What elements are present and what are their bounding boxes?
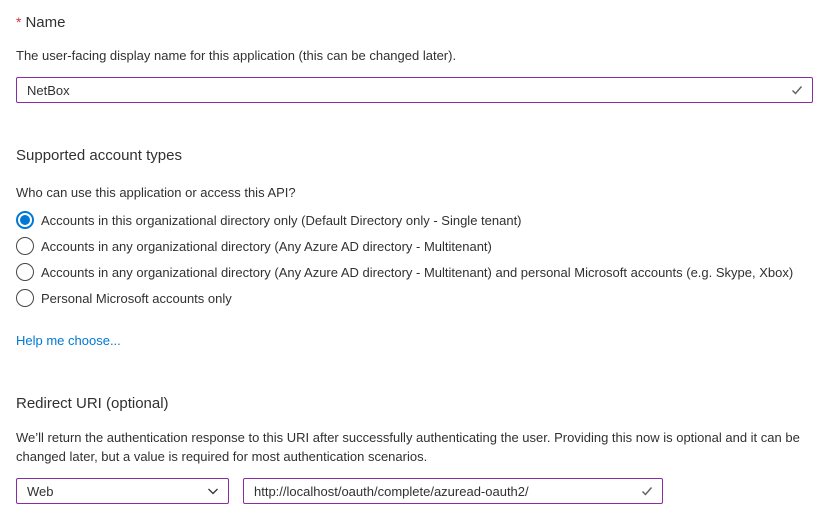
required-asterisk: *: [16, 14, 22, 30]
radio-icon: [16, 211, 34, 229]
redirect-uri-description: We’ll return the authentication response to this URI after successfully authenticating the user. Providing this now is optional and it can be changed later, but a value is required for most authentication scenarios.: [16, 430, 800, 464]
name-input[interactable]: [16, 77, 813, 103]
checkmark-icon: [790, 83, 804, 97]
redirect-uri-title: Redirect URI (optional): [16, 395, 169, 412]
help-me-choose-link[interactable]: Help me choose...: [16, 333, 121, 348]
account-type-option-label: Accounts in any organizational directory (Any Azure AD directory - Multitenant) and personal Microsoft accounts (e.g. Skype, Xbox): [41, 264, 794, 280]
name-section-title: [16, 12, 813, 33]
account-type-option[interactable]: [16, 211, 813, 229]
name-description: The user-facing display name for this application (this can be changed later).: [16, 48, 457, 63]
radio-icon: [16, 263, 34, 281]
account-type-option-label: Accounts in this organizational directory only (Default Directory only - Single tenant): [41, 212, 522, 228]
name-title-text: Name: [25, 14, 66, 31]
account-type-option[interactable]: [16, 289, 813, 307]
radio-icon: [16, 289, 34, 307]
chevron-down-icon: [206, 484, 220, 498]
account-type-options: [16, 211, 813, 307]
radio-icon: [16, 237, 34, 255]
account-types-title: Supported account types: [16, 147, 182, 164]
account-types-question: Who can use this application or access this API?: [16, 185, 296, 200]
account-type-option[interactable]: [16, 237, 813, 255]
account-type-option-label: Accounts in any organizational directory (Any Azure AD directory - Multitenant): [41, 238, 492, 254]
redirect-uri-input[interactable]: [243, 478, 663, 504]
account-type-option[interactable]: [16, 263, 813, 281]
platform-select-value: Web: [27, 483, 54, 499]
checkmark-icon: [640, 484, 654, 498]
platform-select[interactable]: [16, 478, 229, 504]
account-type-option-label: Personal Microsoft accounts only: [41, 290, 232, 306]
